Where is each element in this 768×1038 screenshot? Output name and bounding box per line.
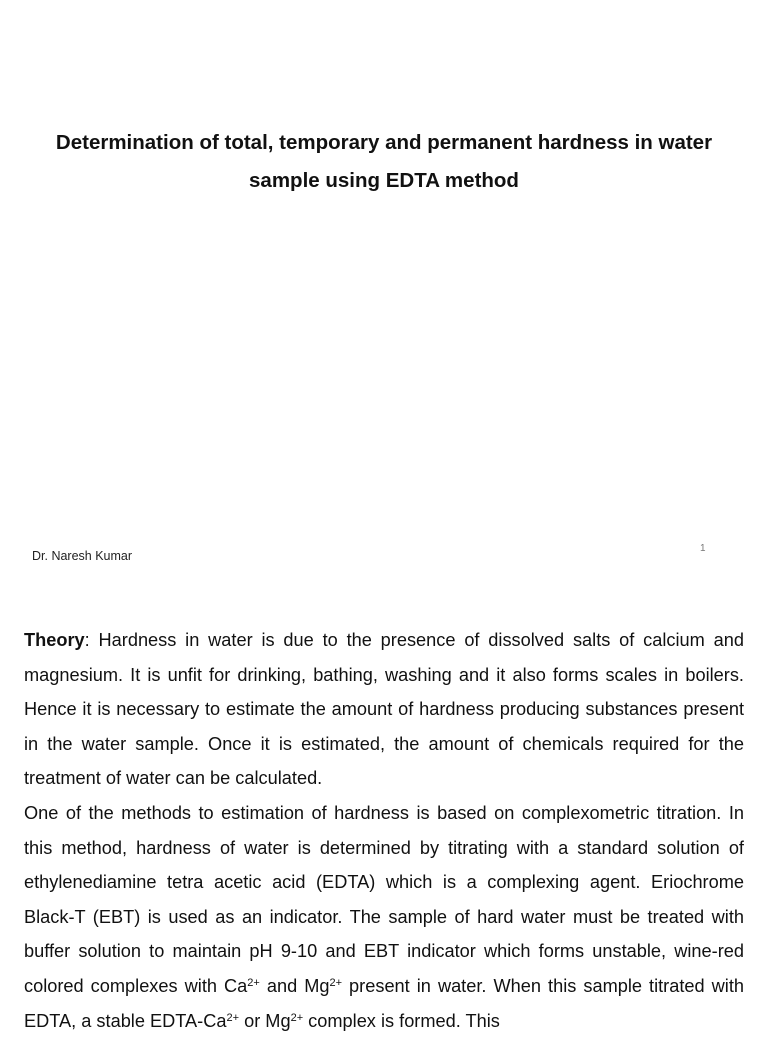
document-title-line-1: Determination of total, temporary and permanent hardness in water xyxy=(55,131,713,154)
method-text-c: present in water. When this sample titrated with EDTA, a stable EDTA-Ca xyxy=(24,975,744,1031)
theory-text: : Hardness in water is due to the presence of dissolved salts of calcium and magnesium. It is unfit for drinking, bathing, washing and it also forms scales in boilers. Hence it is necessary to estimate the amount of hardness producing substances present in the water sample. Once it is estimated, the amount of chemicals required for the treatment of water can be calculated. xyxy=(24,630,744,789)
theory-paragraph xyxy=(24,623,744,796)
magnesium-charge: 2+ xyxy=(329,976,343,989)
method-text-d: or Mg xyxy=(239,1010,291,1031)
body-text xyxy=(24,623,744,1038)
page-number: 1 xyxy=(700,543,706,554)
document-title xyxy=(24,124,744,200)
method-text-b: and Mg xyxy=(259,975,330,996)
document-title-line-2: sample using EDTA method xyxy=(249,169,519,192)
author-name: Dr. Naresh Kumar xyxy=(32,549,133,563)
method-text-e: complex is formed. This xyxy=(303,1010,500,1031)
calcium-charge: 2+ xyxy=(247,976,260,989)
theory-label: Theory xyxy=(24,630,85,650)
method-text-a: One of the methods to estimation of hardness is based on complexometric titration. In this method, hardness of water is determined by titrating with a standard solution of ethylenediamine tetra acetic acid (EDTA) which is a complexing agent. Eriochrome Black-T (EBT) is used as an indicator. The sample of hard water must be treated with buffer solution to maintain pH 9-10 and EBT indicator which forms unstable, wine-red colored complexes with Ca xyxy=(24,802,744,996)
method-paragraph xyxy=(24,796,744,1038)
calcium-charge-2: 2+ xyxy=(226,1011,240,1024)
magnesium-charge-2: 2+ xyxy=(290,1011,304,1024)
